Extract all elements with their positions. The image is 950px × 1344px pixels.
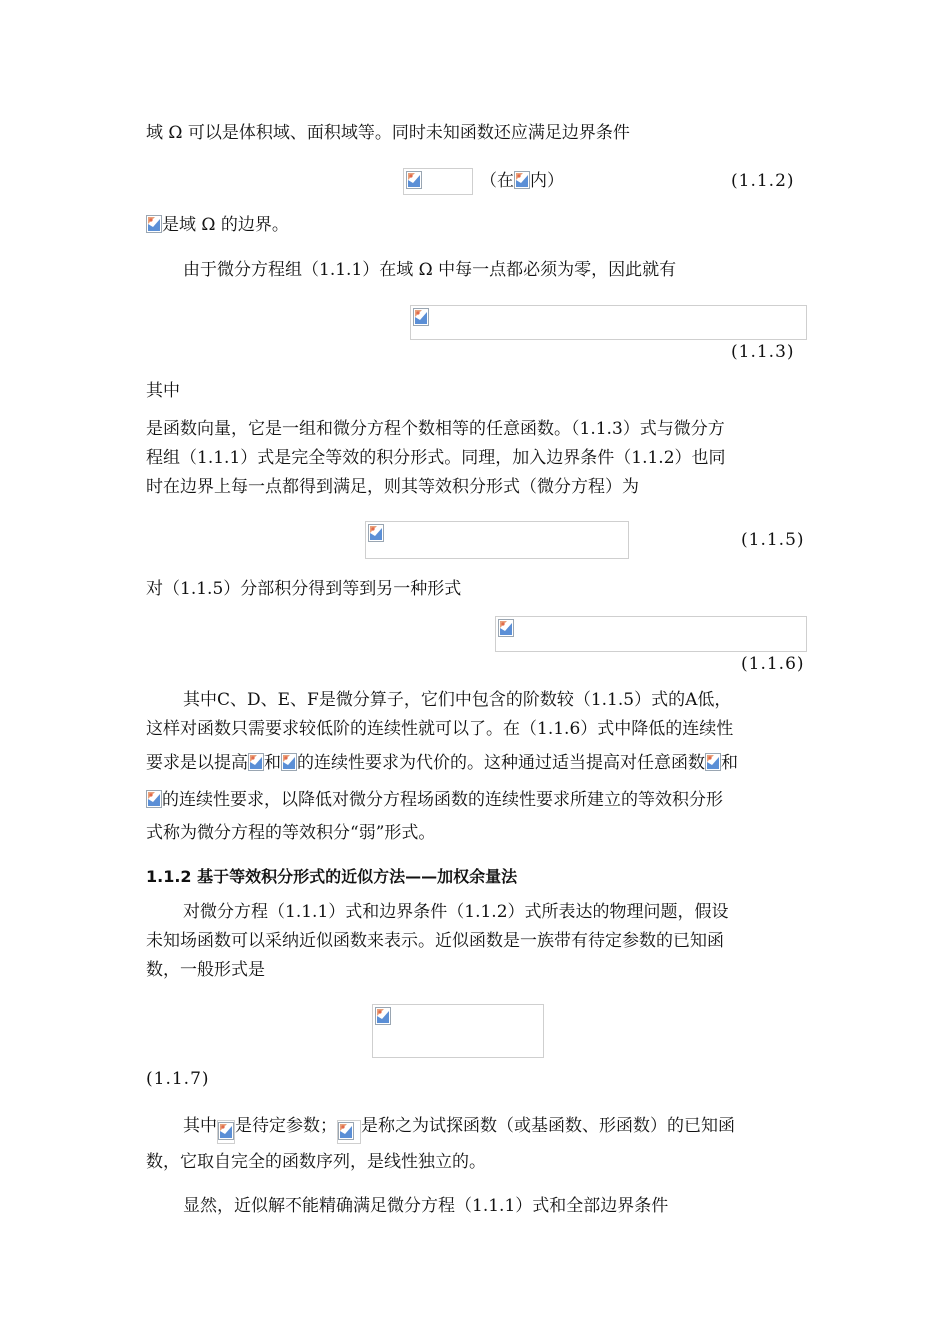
inline-equation-image xyxy=(337,1120,361,1144)
broken-image-icon xyxy=(338,1122,354,1140)
broken-image-icon xyxy=(705,753,721,771)
inline-equation-image xyxy=(217,1120,235,1144)
body-text-line: 对（1.1.5）分部积分得到等到另一种形式 xyxy=(146,579,462,599)
section-heading: 1.1.2 基于等效积分形式的近似方法——加权余量法 xyxy=(146,867,518,886)
equation-image xyxy=(372,1004,544,1058)
equation-number: (1.1.5) xyxy=(741,530,805,550)
text-span: 是域 Ω 的边界。 xyxy=(162,215,289,235)
broken-image-icon xyxy=(368,524,384,542)
broken-image-icon xyxy=(146,790,162,808)
body-text-line: 其中 xyxy=(146,381,180,401)
body-text-line xyxy=(146,789,723,811)
body-text-line: 数，一般形式是 xyxy=(146,960,265,980)
body-text-line: 程组（1.1.1）式是完全等效的积分形式。同理，加入边界条件（1.1.2）也同 xyxy=(146,448,726,468)
text-span: 要求是以提高 xyxy=(146,753,248,773)
text-span: 和 xyxy=(264,753,281,773)
text-span: 其中 xyxy=(183,1116,217,1136)
text-span: 是待定参数； xyxy=(235,1116,337,1136)
broken-image-icon xyxy=(218,1122,234,1140)
body-text-line xyxy=(146,752,738,774)
body-text-line: 这样对函数只需要求较低阶的连续性就可以了。在（1.1.6）式中降低的连续性 xyxy=(146,719,734,739)
body-text-line: 未知场函数可以采纳近似函数来表示。近似函数是一族带有待定参数的已知函 xyxy=(146,931,724,951)
text-span: 是称之为试探函数（或基函数、形函数）的已知函 xyxy=(361,1116,735,1136)
body-text-line: 其中C、D、E、F是微分算子，它们中包含的阶数较（1.1.5）式的A低， xyxy=(183,690,732,710)
body-text-line: 域 Ω 可以是体积域、面积域等。同时未知函数还应满足边界条件 xyxy=(146,123,630,143)
equation-number: (1.1.7) xyxy=(146,1069,210,1089)
broken-image-icon xyxy=(281,753,297,771)
body-text-line: 数，它取自完全的函数序列，是线性独立的。 xyxy=(146,1152,486,1172)
broken-image-icon xyxy=(413,308,429,326)
body-text-line: 时在边界上每一点都得到满足，则其等效积分形式（微分方程）为 xyxy=(146,477,639,497)
equation-condition xyxy=(480,170,564,192)
equation-number: (1.1.3) xyxy=(731,342,795,362)
body-text-line: 由于微分方程组（1.1.1）在域 Ω 中每一点都必须为零，因此就有 xyxy=(183,260,677,280)
condition-suffix: 内） xyxy=(530,171,564,191)
body-text-line xyxy=(146,214,289,236)
equation-image xyxy=(495,616,807,652)
body-text-line: 是函数向量，它是一组和微分方程个数相等的任意函数。（1.1.3）式与微分方 xyxy=(146,419,725,439)
broken-image-icon xyxy=(248,753,264,771)
equation-image xyxy=(403,168,473,195)
broken-image-icon xyxy=(406,171,422,189)
equation-image xyxy=(410,305,807,340)
broken-image-icon xyxy=(375,1007,391,1025)
text-span: 和 xyxy=(721,753,738,773)
body-text-line: 对微分方程（1.1.1）式和边界条件（1.1.2）式所表达的物理问题，假设 xyxy=(183,902,729,922)
body-text-line: 式称为微分方程的等效积分“弱”形式。 xyxy=(146,823,436,843)
body-text-line xyxy=(183,1115,735,1144)
equation-image xyxy=(365,521,629,559)
equation-number: (1.1.2) xyxy=(731,171,795,191)
body-text-line: 显然，近似解不能精确满足微分方程（1.1.1）式和全部边界条件 xyxy=(183,1196,669,1216)
text-span: 的连续性要求为代价的。这种通过适当提高对任意函数 xyxy=(297,753,705,773)
broken-image-icon xyxy=(514,171,530,189)
broken-image-icon xyxy=(498,619,514,637)
condition-prefix: （在 xyxy=(480,171,514,191)
broken-image-icon xyxy=(146,215,162,233)
equation-number: (1.1.6) xyxy=(741,654,805,674)
text-span: 的连续性要求，以降低对微分方程场函数的连续性要求所建立的等效积分形 xyxy=(162,790,723,810)
